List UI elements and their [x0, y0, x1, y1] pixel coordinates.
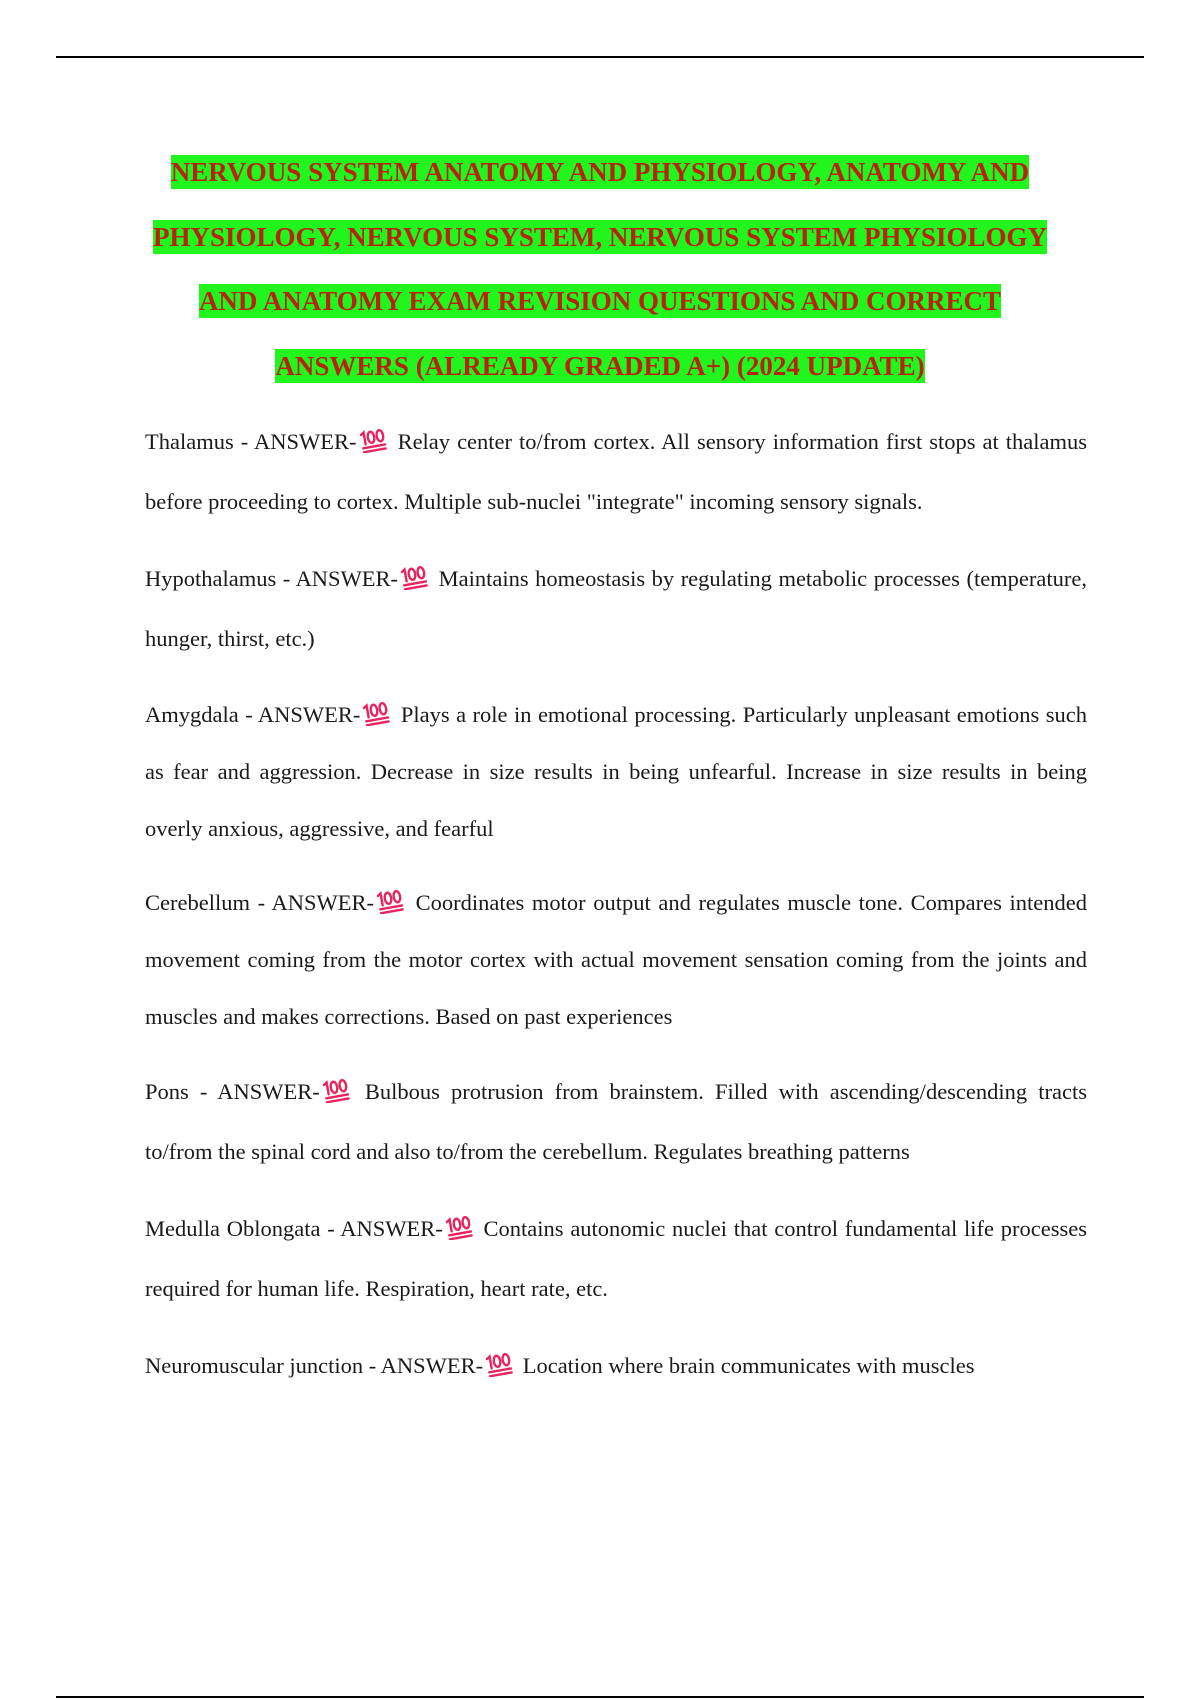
title-line: AND ANATOMY EXAM REVISION QUESTIONS AND CORRECT	[198, 286, 1002, 316]
answer-marker: ANSWER-	[380, 1353, 484, 1378]
entry-term: Neuromuscular junction	[145, 1353, 364, 1378]
hundred-points-icon	[376, 878, 404, 904]
qa-entry-thalamus: Thalamus - ANSWER- Relay center to/from cortex. All sensory information first stops at thalamus before proceeding to cortex. Multiple sub-nuclei "integrate" incoming sensory signals.	[145, 412, 1087, 532]
answer-marker: ANSWER-	[271, 890, 374, 915]
hundred-points-icon	[445, 1203, 473, 1229]
entry-answer: Maintains homeostasis by regulating metabolic processes (temperature, hunger, thirst, etc.)	[145, 566, 1087, 651]
qa-entry-amygdala: Amygdala - ANSWER- Plays a role in emotional processing. Particularly unpleasant emotions such as fear and aggression. Decrease in size results in being unfearful. Increase in size results in being overly anxious, aggressive, and fearful	[145, 686, 1087, 857]
hundred-points-icon	[362, 690, 390, 716]
hundred-points-icon	[400, 553, 428, 579]
entry-term: Amygdala	[145, 702, 239, 727]
entry-answer: Relay center to/from cortex. All sensory information first stops at thalamus before proceeding to cortex. Multiple sub-nuclei "integrate" incoming sensory signals.	[145, 429, 1087, 514]
title-line: ANSWERS (ALREADY GRADED A+) (2024 UPDATE)	[275, 350, 925, 381]
hundred-points-icon	[322, 1066, 350, 1092]
entry-term: Thalamus	[145, 429, 234, 454]
qa-list	[145, 412, 1087, 1413]
qa-entry-pons: Pons - ANSWER- Bulbous protrusion from brainstem. Filled with ascending/descending tracts to/from the spinal cord and also to/from the cerebellum. Regulates breathing patterns	[145, 1062, 1087, 1182]
qa-entry-neuromuscular-junction: Neuromuscular junction - ANSWER- Location where brain communicates with muscles	[145, 1336, 1087, 1396]
hundred-points-icon	[359, 416, 387, 442]
entry-term: Hypothalamus	[145, 566, 277, 591]
title-line: PHYSIOLOGY, NERVOUS SYSTEM, NERVOUS SYSTEM PHYSIOLOGY	[153, 221, 1047, 252]
entry-answer: Contains autonomic nuclei that control fundamental life processes required for human life. Respiration, heart rate, etc.	[145, 1216, 1087, 1301]
answer-marker: ANSWER-	[257, 702, 361, 727]
entry-answer: Plays a role in emotional processing. Particularly unpleasant emotions such as fear and aggression. Decrease in size results in being unfearful. Increase in size results in being overly anxious, aggressive, and fearful	[145, 702, 1087, 841]
hundred-points-icon	[485, 1340, 513, 1366]
entry-answer: Location where brain communicates with muscles	[522, 1353, 975, 1378]
answer-marker: ANSWER-	[217, 1079, 320, 1104]
answer-marker: ANSWER-	[295, 566, 399, 591]
entry-term: Medulla Oblongata	[145, 1216, 321, 1241]
qa-entry-medulla-oblongata: Medulla Oblongata - ANSWER- Contains autonomic nuclei that control fundamental life processes required for human life. Respiration, heart rate, etc.	[145, 1199, 1087, 1319]
entry-term: Cerebellum	[145, 890, 250, 915]
qa-entry-cerebellum: Cerebellum - ANSWER- Coordinates motor output and regulates muscle tone. Compares intended movement coming from the motor cortex with actual movement sensation coming from the joints and muscles and makes corrections. Based on past experiences	[145, 874, 1087, 1045]
entry-answer: Coordinates motor output and regulates muscle tone. Compares intended movement coming from the motor cortex with actual movement sensation coming from the joints and muscles and makes corrections. Based on past experiences	[145, 890, 1087, 1029]
top-rule	[56, 56, 1144, 58]
qa-entry-hypothalamus: Hypothalamus - ANSWER- Maintains homeostasis by regulating metabolic processes (temperature, hunger, thirst, etc.)	[145, 549, 1087, 669]
title-line: NERVOUS SYSTEM ANATOMY AND PHYSIOLOGY, ANATOMY AND	[170, 157, 1030, 187]
entry-term: Pons	[145, 1079, 189, 1104]
document-title	[130, 140, 1070, 398]
answer-marker: ANSWER-	[254, 429, 357, 454]
entry-answer: Bulbous protrusion from brainstem. Filled with ascending/descending tracts to/from the spinal cord and also to/from the cerebellum. Regulates breathing patterns	[145, 1079, 1087, 1164]
bottom-rule	[56, 1696, 1144, 1698]
answer-marker: ANSWER-	[340, 1216, 443, 1241]
